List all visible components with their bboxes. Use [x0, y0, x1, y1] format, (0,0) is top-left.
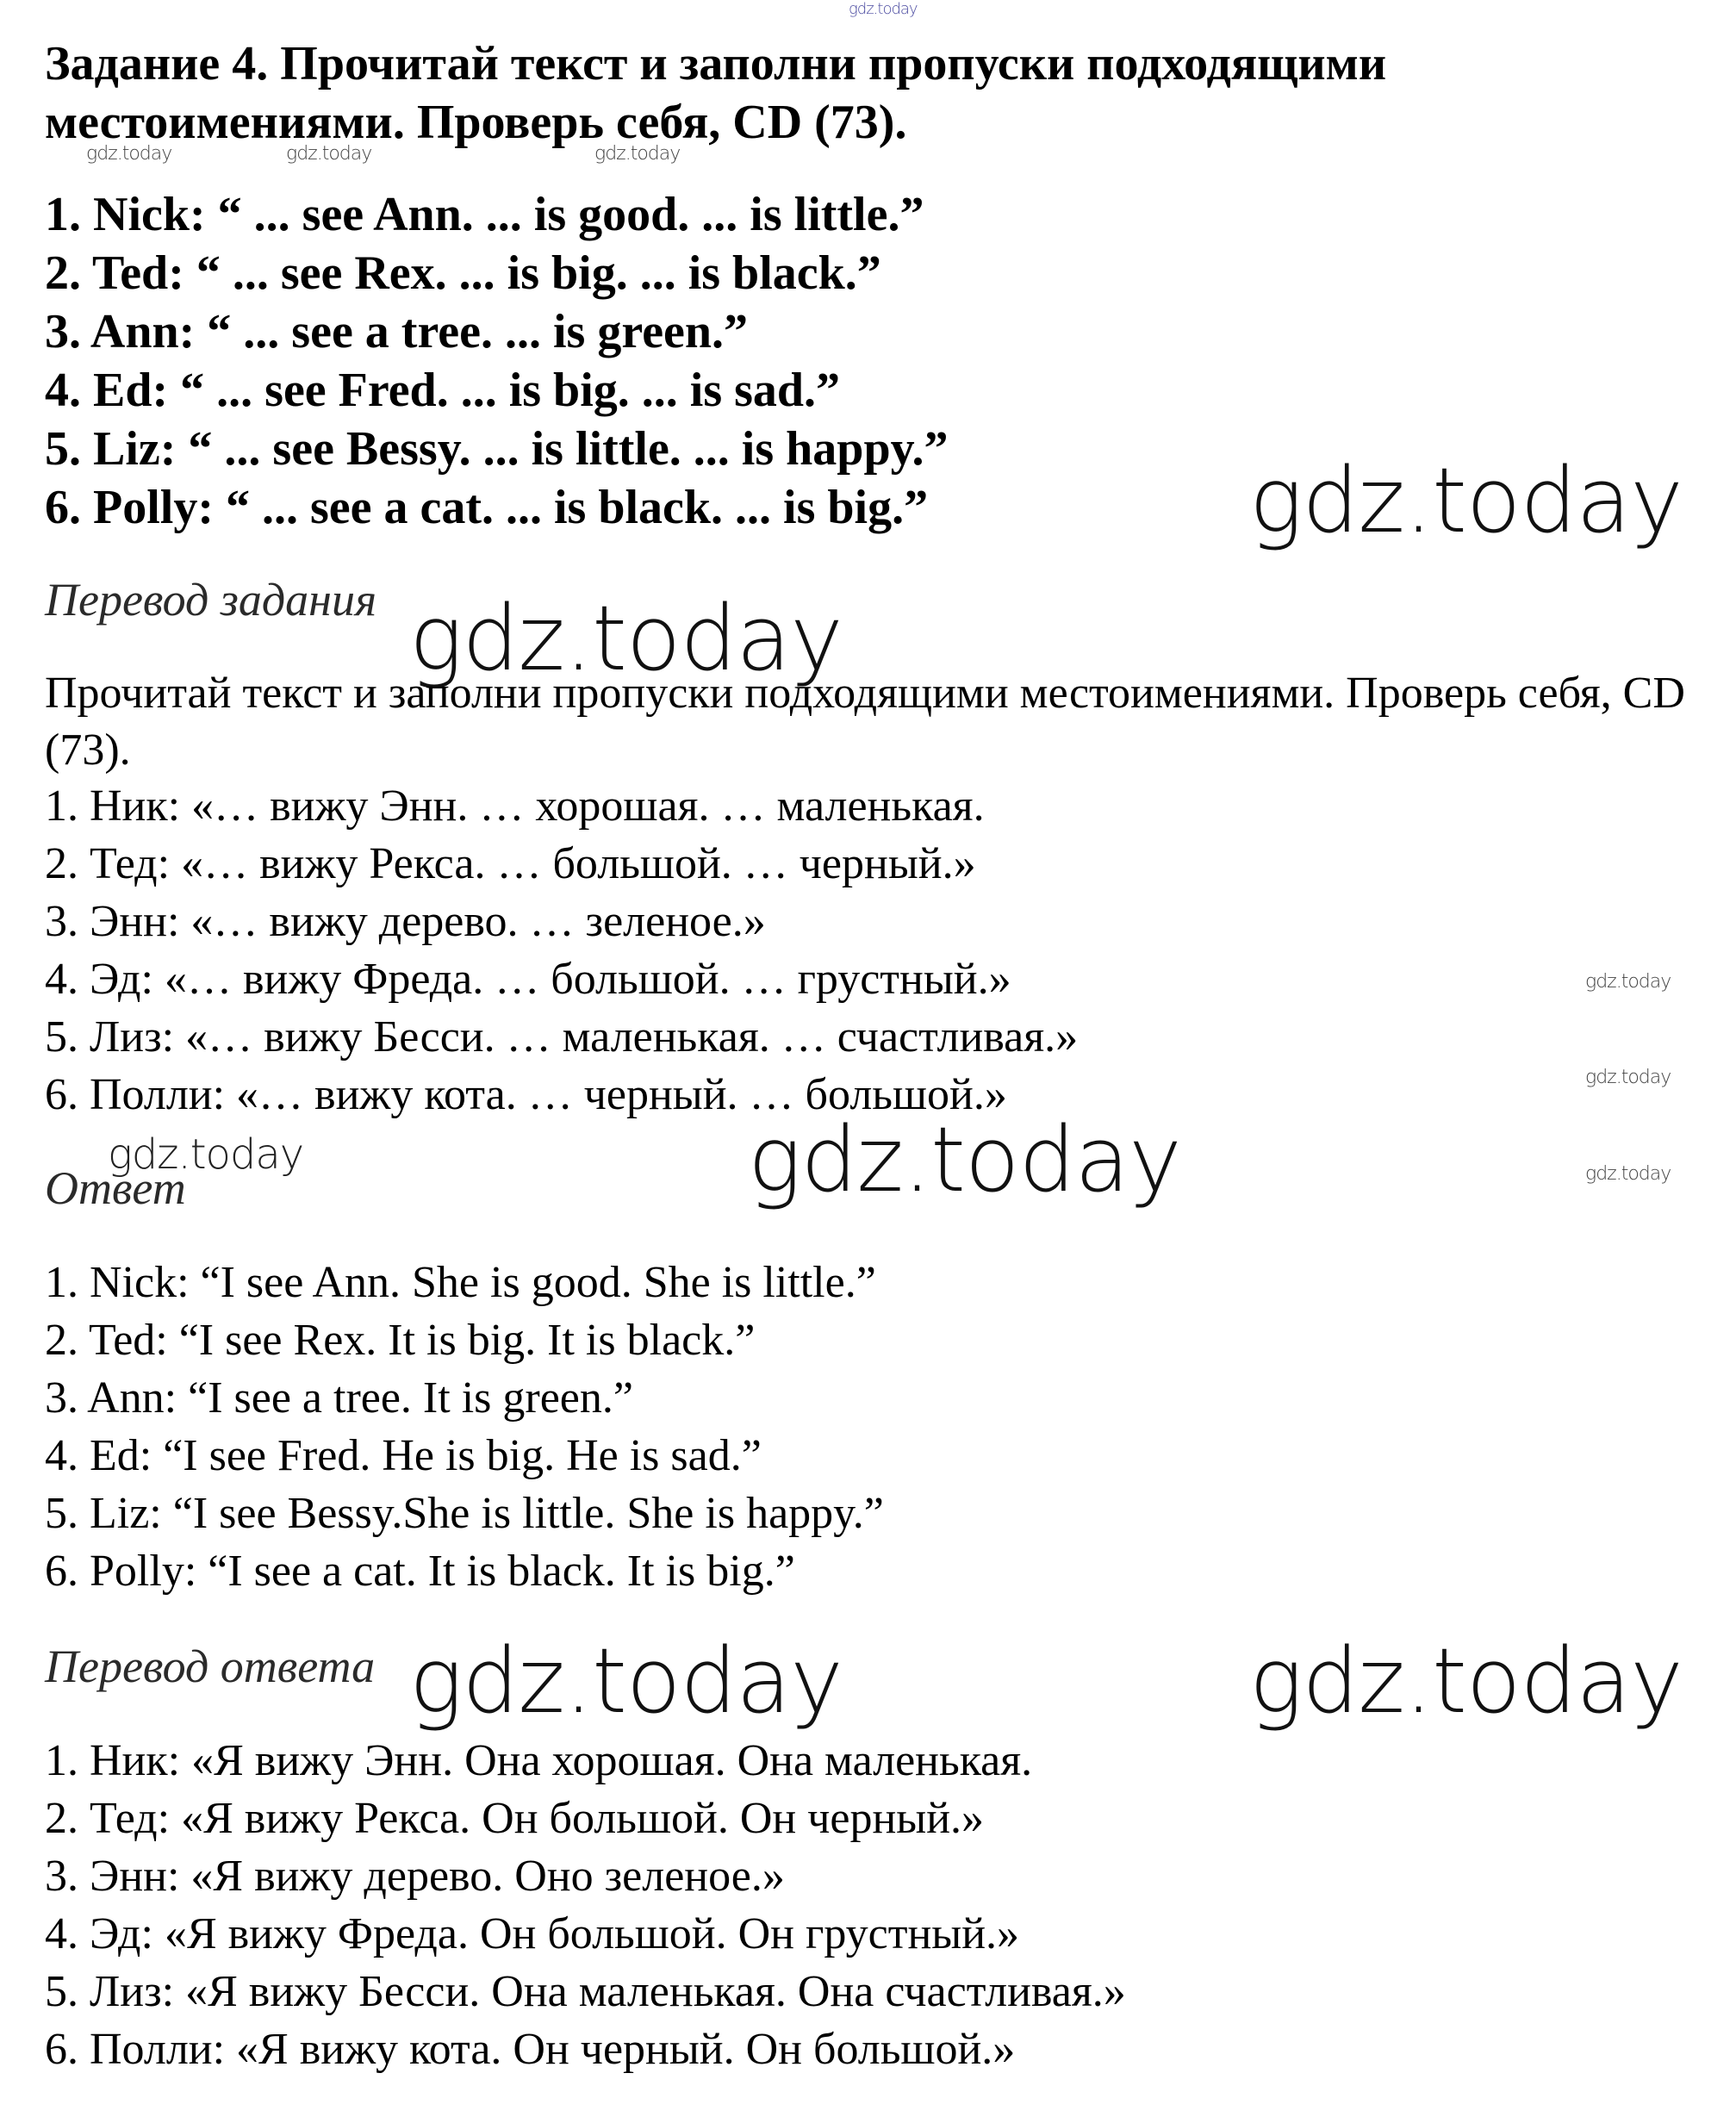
answer-list — [45, 1254, 884, 1600]
translation-line: 2. Тед: «… вижу Рекса. … большой. … черный.» — [45, 839, 976, 888]
watermark: gdz.today — [286, 143, 372, 165]
exercise-line: 1. Nick: “ ... see Ann. ... is good. ... is little.” — [45, 188, 924, 241]
exercise-line: 3. Ann: “ ... see a tree. ... is green.” — [45, 305, 749, 358]
answer-line: 2. Ted: “I see Rex. It is big. It is black.” — [45, 1316, 756, 1365]
translation-line: 5. Лиз: «… вижу Бесси. … маленькая. … счастливая.» — [45, 1012, 1079, 1062]
answer-translation-line: 4. Эд: «Я вижу Фреда. Он большой. Он грустный.» — [45, 1909, 1020, 1958]
translation-line: 4. Эд: «… вижу Фреда. … большой. … грустный.» — [45, 955, 1011, 1004]
watermark: gdz.today — [409, 1628, 843, 1734]
exercise-line: 2. Ted: “ ... see Rex. ... is big. ... is black.” — [45, 246, 881, 300]
answer-line: 3. Ann: “I see a tree. It is green.” — [45, 1373, 633, 1423]
answer-line: 6. Polly: “I see a cat. It is black. It is big.” — [45, 1547, 795, 1596]
task-translation-heading: Перевод задания — [45, 574, 377, 626]
answer-translation-line: 5. Лиз: «Я вижу Бесси. Она маленькая. Она счастливая.» — [45, 1967, 1126, 2016]
exercise-line: 6. Polly: “ ... see a cat. ... is black. ... is big.” — [45, 481, 929, 534]
translation-line: 3. Энн: «… вижу дерево. … зеленое.» — [45, 897, 766, 946]
exercise-line: 5. Liz: “ ... see Bessy. ... is little. ... is happy.” — [45, 422, 949, 476]
watermark: gdz.today — [409, 586, 843, 691]
answer-translation-list — [45, 1732, 1126, 2078]
translation-line: 1. Ник: «… вижу Энн. … хорошая. … маленькая. — [45, 781, 985, 831]
answer-translation-line: 1. Ник: «Я вижу Энн. Она хорошая. Она маленькая. — [45, 1736, 1033, 1785]
answer-line: 5. Liz: “I see Bessy.She is little. She is happy.” — [45, 1489, 884, 1538]
watermark: gdz.today — [594, 143, 681, 165]
watermark: gdz.today — [1249, 448, 1683, 553]
answer-heading: Ответ — [45, 1162, 186, 1214]
watermark: gdz.today — [1585, 1067, 1671, 1088]
answer-translation-heading: Перевод ответа — [45, 1640, 376, 1692]
answer-translation-line: 6. Полли: «Я вижу кота. Он черный. Он большой.» — [45, 2025, 1016, 2074]
task-translation-list — [45, 777, 1078, 1124]
answer-line: 4. Ed: “I see Fred. He is big. He is sad.” — [45, 1431, 762, 1480]
answer-translation-line: 3. Энн: «Я вижу дерево. Оно зеленое.» — [45, 1852, 785, 1901]
answer-translation-line: 2. Тед: «Я вижу Рекса. Он большой. Он черный.» — [45, 1794, 985, 1843]
watermark: gdz.today — [86, 143, 172, 165]
exercise-list — [45, 185, 949, 537]
watermark-top: gdz.today — [849, 0, 918, 18]
watermark: gdz.today — [748, 1107, 1181, 1212]
watermark: gdz.today — [1585, 1163, 1671, 1185]
task-translation-intro: Прочитай текст и заполни пропуски подходящими местоимениями. Проверь себя, CD (73). — [45, 669, 1685, 775]
answer-line: 1. Nick: “I see Ann. She is good. She is little.” — [45, 1258, 876, 1307]
watermark: gdz.today — [1585, 971, 1671, 993]
watermark: gdz.today — [1249, 1628, 1683, 1734]
exercise-line: 4. Ed: “ ... see Fred. ... is big. ... is sad.” — [45, 364, 841, 417]
translation-line: 6. Полли: «… вижу кота. … черный. … большой.» — [45, 1070, 1007, 1119]
task-title: Задание 4. Прочитай текст и заполни пропуски подходящими местоимениями. Проверь себя, CD (73). — [45, 37, 1387, 149]
watermark: gdz.today — [108, 1130, 304, 1179]
